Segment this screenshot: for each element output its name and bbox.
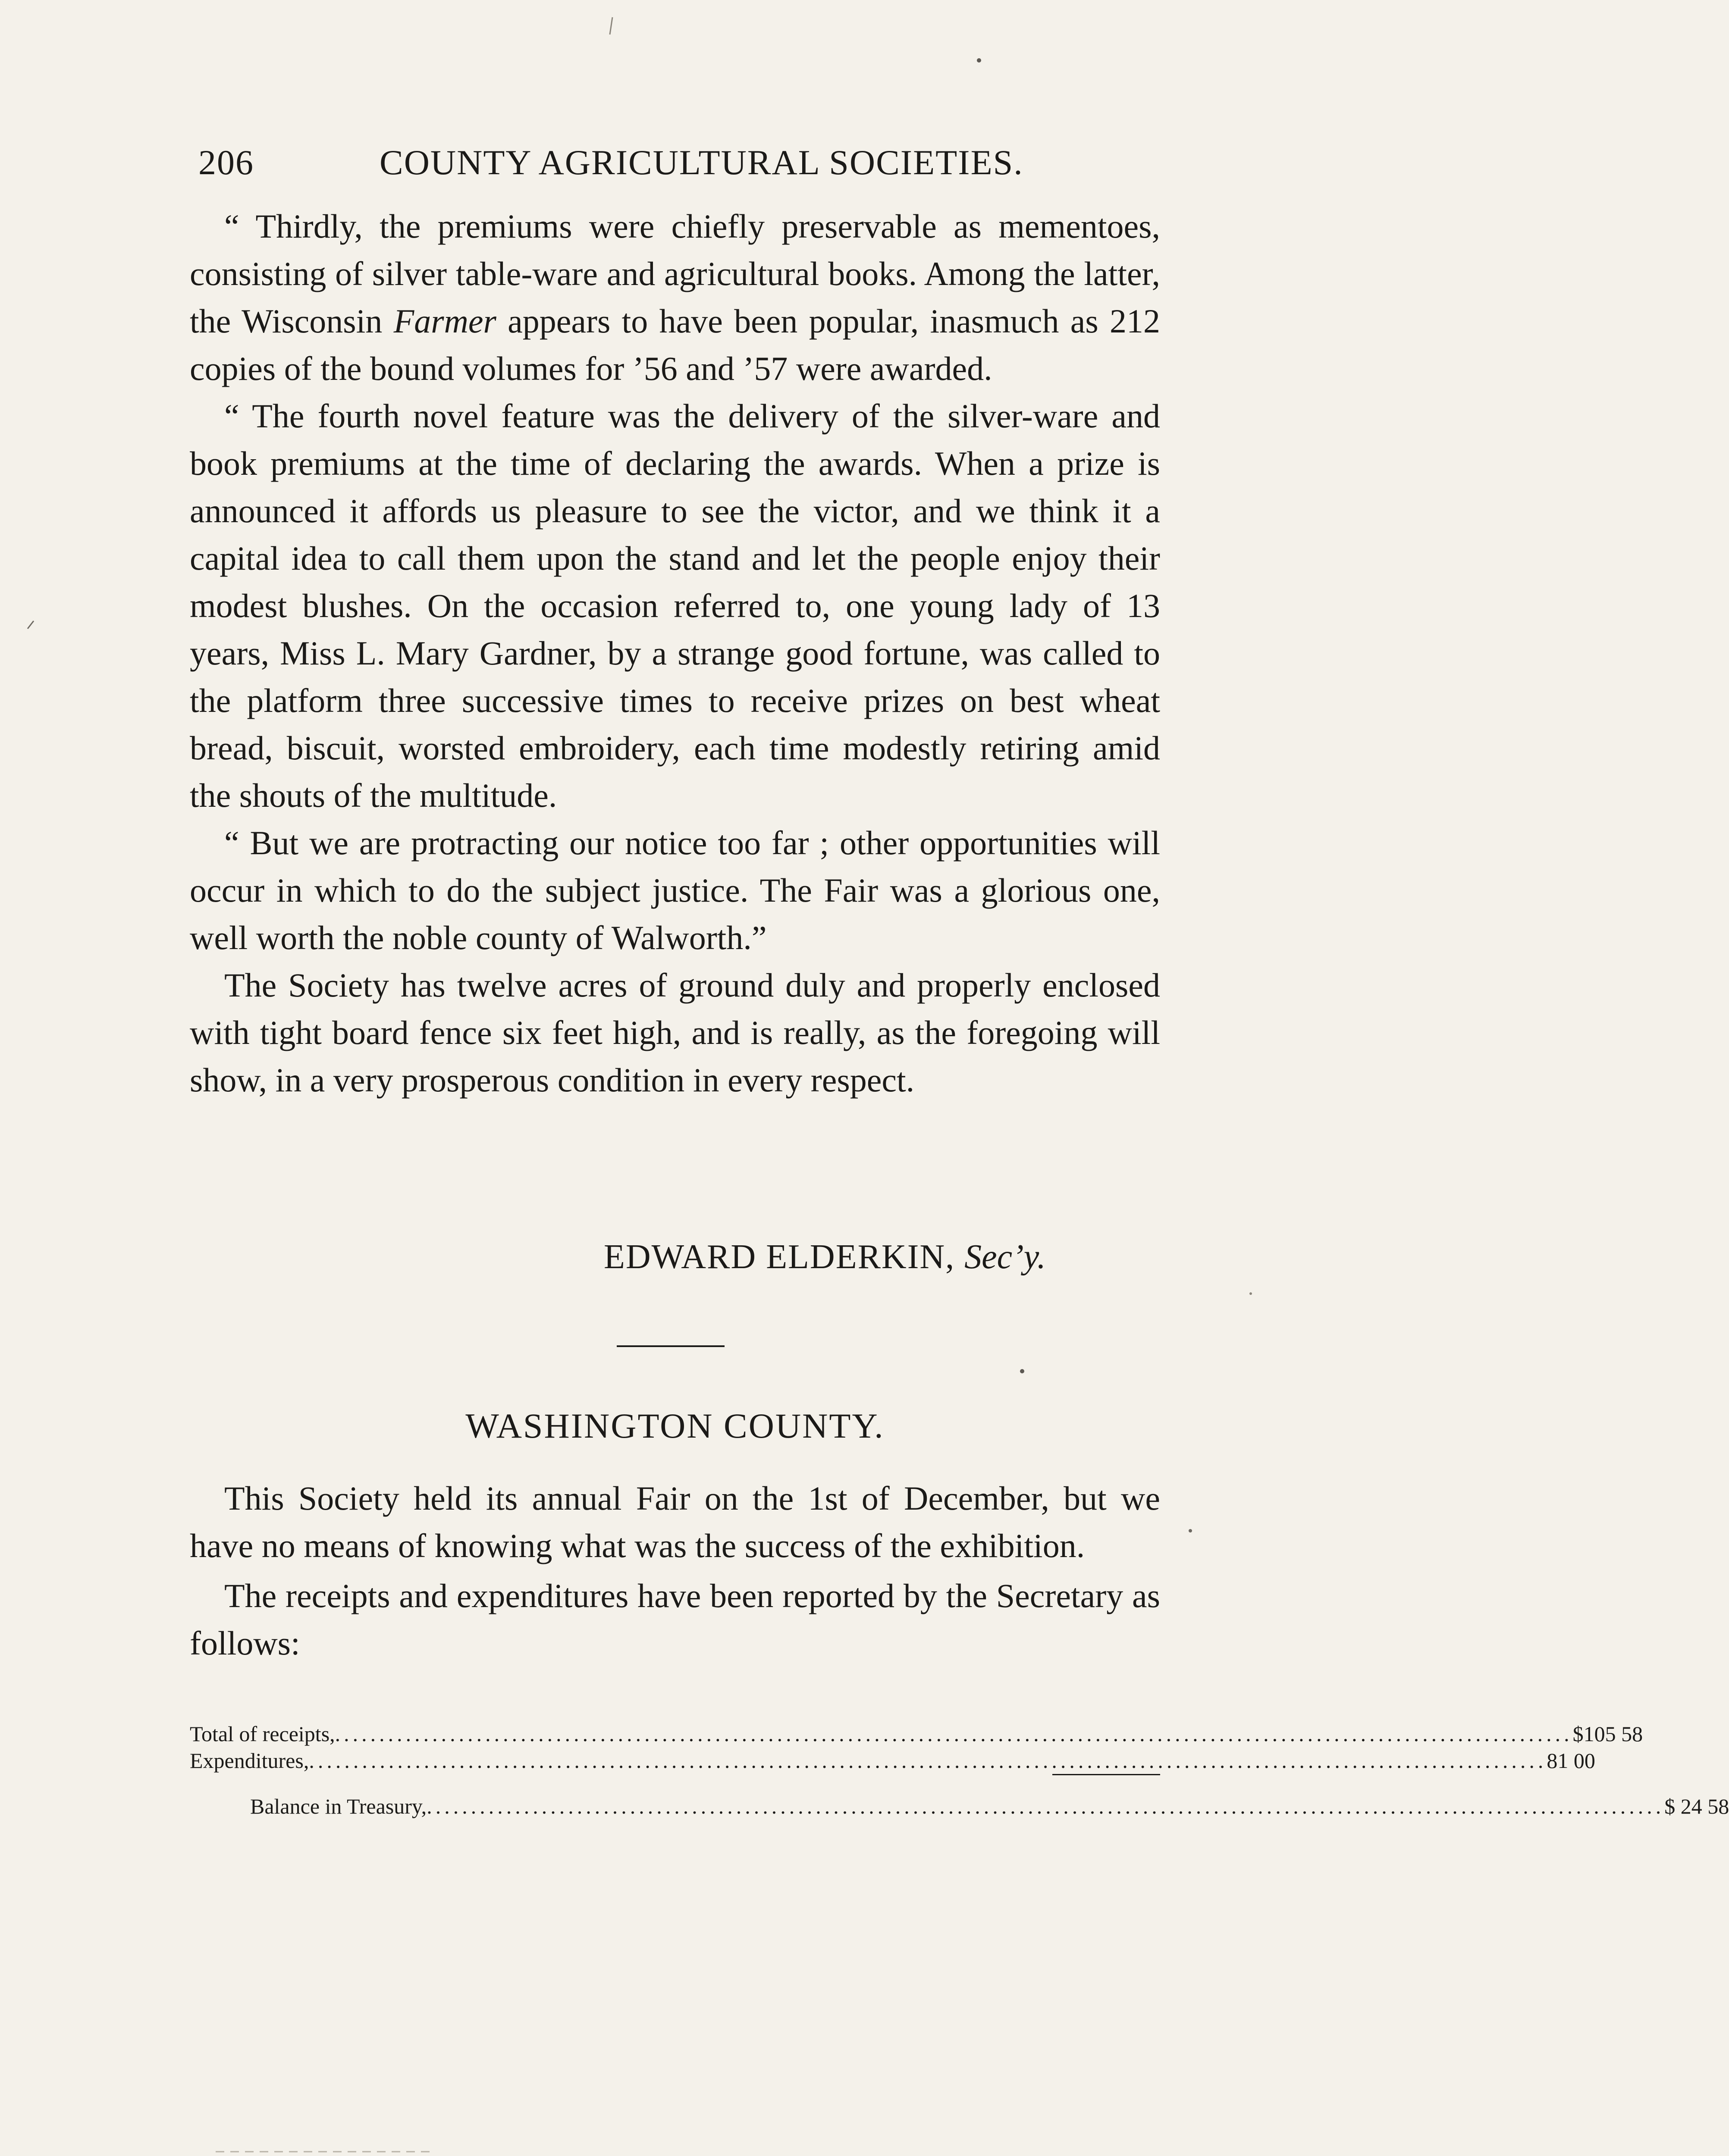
running-head: [198, 142, 1160, 190]
paragraph-conclusion: “ But we are protracting our notice too far ; other opportunities will occur in which to do the subject justice. The Fair was a glorious one, well worth the noble county of Walworth.”: [190, 824, 1160, 956]
walworth-report-text: [190, 203, 1160, 1104]
paragraph-premiums: “ Thirdly, the premiums were chiefly preservable as mementoes, consisting of silver table-ware and agricultural books. Among the latter, the Wisconsin Farmer appears to have been popular, inasmuch as 212 copies of the bound volumes for ’56 and ’57 were awarded.: [190, 207, 1160, 387]
account-amount: 81 00: [1547, 1749, 1595, 1773]
account-amount: $ 24 58: [1664, 1794, 1729, 1818]
account-label: Balance in Treasury,: [250, 1794, 427, 1818]
account-row-expenditures: [190, 1747, 1595, 1774]
leader-dots: ............................................................................................................................................: [309, 1749, 1547, 1773]
signature: [604, 1238, 1160, 1277]
farmer-title: Farmer: [393, 302, 496, 340]
leader-dots: ............................................................................................................................................: [335, 1722, 1573, 1746]
signature-title: Sec’y.: [964, 1238, 1046, 1276]
page-number: 206: [198, 143, 254, 182]
washington-county-text: [190, 1475, 1160, 1670]
paragraph-receipts: The receipts and expenditures have been reported by the Secretary as follows:: [190, 1577, 1160, 1662]
account-label: Total of receipts,: [190, 1722, 335, 1746]
section-heading: WASHINGTON COUNTY.: [465, 1406, 885, 1445]
running-title: COUNTY AGRICULTURAL SOCIETIES.: [380, 143, 1023, 182]
section-divider: [617, 1345, 725, 1347]
signature-name: EDWARD ELDERKIN,: [604, 1238, 955, 1276]
leader-dots: ............................................................................................................................................: [427, 1794, 1665, 1818]
paragraph-delivery: “ The fourth novel feature was the delivery of the silver-ware and book premiums at the time of declaring the awards. When a prize is announced it affords us pleasure to see the victor, and we think it a capital idea to call them upon the stand and let the people enjoy their modest blushes. On the occasion referred to, one young lady of 13 years, Miss L. Mary Gardner, by a strange good fortune, was called to the platform three successive times to receive prizes on best wheat bread, biscuit, worsted embroidery, each time modestly retiring amid the shouts of the multitude.: [190, 397, 1160, 814]
account-label: Expenditures,: [190, 1749, 309, 1773]
account-amount: $105 58: [1572, 1722, 1643, 1746]
account-row-receipts: [190, 1720, 1643, 1747]
accounts-table: [190, 1720, 1729, 1820]
sum-rule: [1052, 1774, 1160, 1775]
account-row-balance: [190, 1793, 1729, 1820]
paragraph-grounds: The Society has twelve acres of ground duly and properly enclosed with tight board fence six feet high, and is really, as the foregoing will show, in a very prosperous condition in every respect.: [190, 966, 1160, 1099]
paragraph-fair: This Society held its annual Fair on the 1st of December, but we have no means of knowing what was the success of the exhibition.: [190, 1479, 1160, 1564]
